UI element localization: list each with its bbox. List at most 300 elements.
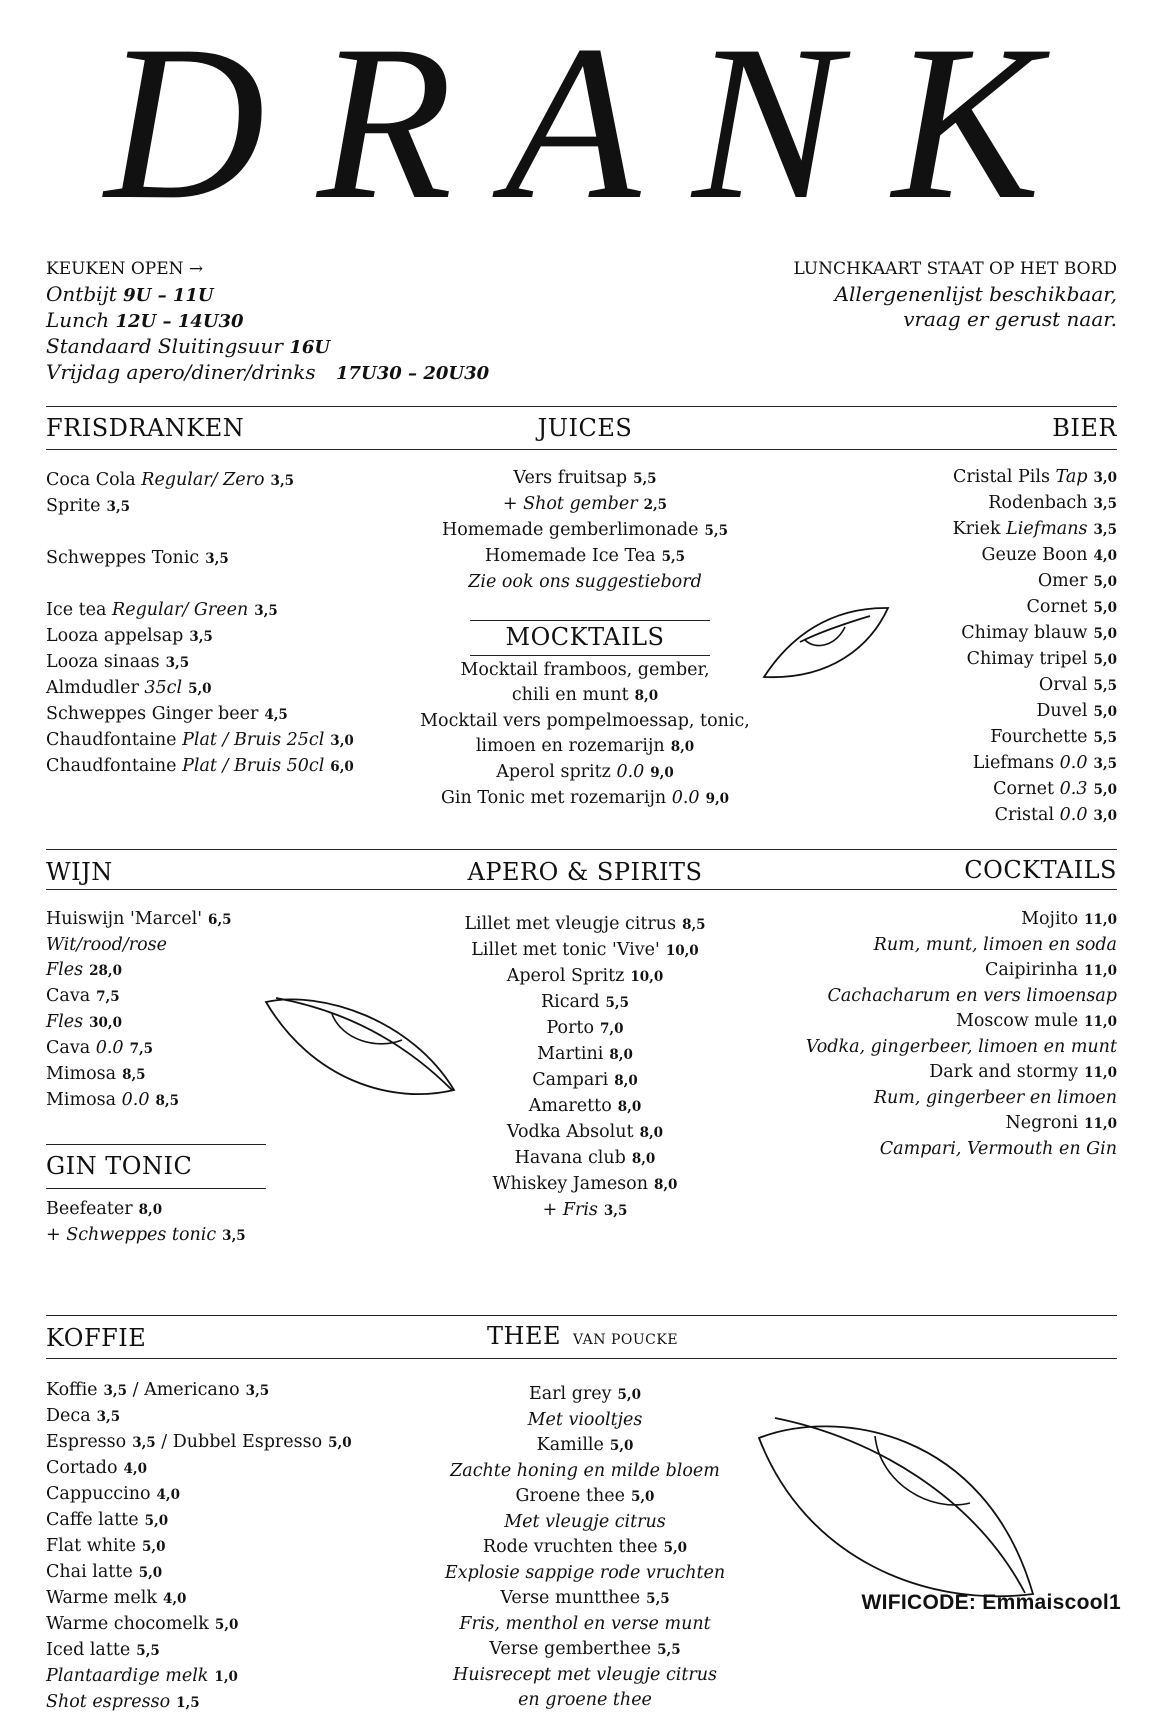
menu-item: [385, 658, 785, 683]
item-price: 4,0: [123, 1461, 147, 1477]
item-note: + Schweppes tonic: [46, 1225, 217, 1245]
menu-item: [385, 1459, 785, 1484]
menu-item: [46, 754, 354, 780]
item-price: 3,5: [96, 1409, 121, 1425]
item-note: Wit/rood/rose: [46, 935, 167, 955]
item-price: 7,0: [600, 1021, 624, 1037]
menu-item: [385, 1484, 785, 1510]
item-price: 11,0: [1084, 1116, 1117, 1132]
menu-item: [385, 1120, 785, 1146]
item-price: 4,0: [1093, 548, 1117, 564]
hours-line: Ontbijt 9U – 11U: [46, 282, 214, 306]
item-price: 8,0: [609, 1047, 633, 1063]
item-note: 35cl: [144, 678, 183, 698]
menu-item: [385, 492, 785, 518]
menu-item: [953, 647, 1117, 673]
item-name: Cornet: [993, 779, 1055, 799]
item-note: Fles: [46, 960, 84, 980]
item-price: 8,0: [138, 1202, 163, 1218]
item-name: / Dubbel Espresso: [161, 1432, 323, 1452]
item-note: Tap: [1055, 467, 1088, 487]
item-name: Kamille: [536, 1435, 604, 1455]
item-price: 5,5: [1093, 730, 1117, 746]
menu-item: [385, 1433, 785, 1459]
menu-item: [806, 933, 1117, 958]
list-frisdranken: [46, 468, 354, 780]
item-name: Warme chocomelk: [46, 1614, 209, 1634]
menu-item: [46, 728, 354, 754]
item-name: Cappuccino: [46, 1484, 151, 1504]
divider: [46, 449, 1117, 450]
item-price: 5,5: [704, 523, 729, 539]
item-price: 3,5: [103, 1383, 128, 1399]
menu-item: [806, 1111, 1117, 1137]
item-name: Ricard: [540, 992, 600, 1012]
item-note: Explosie sappige rode vruchten: [444, 1563, 726, 1583]
item-price: 5,0: [1093, 704, 1117, 720]
menu-item: [385, 1637, 785, 1663]
notice-line: vraag er gerust naar.: [903, 307, 1117, 331]
item-name: Mojito: [1021, 909, 1079, 929]
menu-item: [385, 1586, 785, 1612]
item-note: Regular/ Green: [112, 600, 249, 620]
menu-item: [953, 673, 1117, 699]
divider: [46, 1144, 266, 1145]
item-price: 11,0: [1084, 912, 1117, 928]
item-price: 5,0: [609, 1438, 634, 1454]
item-name: Cristal Pils: [953, 467, 1050, 487]
menu-item: [46, 1586, 352, 1612]
item-price: 3,5: [165, 655, 190, 671]
menu-item: [953, 621, 1117, 647]
heading-gin-tonic: GIN TONIC: [46, 1152, 193, 1180]
item-price: 11,0: [1084, 1065, 1117, 1081]
item-name: Almdudler: [46, 678, 139, 698]
menu-item: [806, 958, 1117, 984]
item-note: Met vleugje citrus: [504, 1512, 666, 1532]
menu-item: [385, 938, 785, 964]
notice-line: Allergenenlijst beschikbaar,: [834, 282, 1117, 306]
item-price: 5,5: [136, 1643, 160, 1659]
item-note: Plat / Bruis 50cl: [182, 756, 325, 776]
menu-item: [46, 1223, 246, 1249]
list-bier: [953, 465, 1117, 829]
item-price: 30,0: [89, 1015, 122, 1031]
item-name: Mimosa: [46, 1064, 117, 1084]
item-name: Coca Cola: [46, 470, 136, 490]
item-price: 9,0: [705, 791, 730, 807]
menu-item: [46, 984, 232, 1010]
item-note: Huisrecept met vleugje citrus: [452, 1665, 718, 1685]
item-note: + Shot gember: [502, 494, 638, 514]
item-price: 11,0: [1084, 963, 1117, 979]
menu-item: [46, 1062, 232, 1088]
item-price: 5,0: [630, 1489, 655, 1505]
menu-item: [806, 1086, 1117, 1111]
menu-item: [46, 494, 354, 520]
item-name: Duvel: [1036, 701, 1088, 721]
item-name: Caipirinha: [984, 960, 1079, 980]
hours-line: Standaard Sluitingsuur 16U: [46, 334, 331, 358]
item-name: Campari: [532, 1070, 609, 1090]
item-price: 5,0: [1093, 600, 1117, 616]
menu-item: [953, 517, 1117, 543]
item-name: Deca: [46, 1406, 91, 1426]
item-price: 8,0: [631, 1151, 656, 1167]
notice-heading: LUNCHKAART STAAT OP HET BORD: [793, 259, 1117, 279]
item-price: 4,0: [162, 1591, 187, 1607]
spacer: [46, 572, 354, 598]
item-price: 8,0: [634, 688, 659, 704]
heading-thee: THEE VAN POUCKE: [487, 1322, 679, 1350]
menu-item: [46, 702, 354, 728]
menu-item: [46, 907, 232, 933]
item-name: Geuze Boon: [981, 545, 1088, 565]
item-price: 3,5: [222, 1228, 246, 1244]
menu-item: [46, 1430, 352, 1456]
divider: [46, 406, 1117, 407]
item-price: 3,5: [106, 499, 131, 515]
menu-item: [46, 1664, 352, 1690]
item-note: 0.3: [1059, 779, 1088, 799]
heading-cocktails: COCKTAILS: [964, 856, 1117, 884]
menu-item: [806, 1009, 1117, 1035]
menu-item: [46, 958, 232, 984]
item-name: Verse muntthee: [500, 1588, 641, 1608]
menu-item: [46, 1690, 352, 1716]
item-price: 3,5: [132, 1435, 156, 1451]
item-note: Regular/ Zero: [141, 470, 265, 490]
notice: [793, 257, 1117, 332]
list-gin-tonic: [46, 1197, 246, 1249]
item-price: 7,5: [129, 1041, 154, 1057]
kitchen-hours: [46, 257, 489, 386]
menu-item: [953, 465, 1117, 491]
item-name: Omer: [1037, 571, 1088, 591]
item-price: 3,5: [245, 1383, 270, 1399]
menu-item: [385, 760, 785, 786]
item-price: 11,0: [1084, 1014, 1117, 1030]
item-name: Koffie: [46, 1380, 98, 1400]
item-note: Campari, Vermouth en Gin: [879, 1139, 1117, 1159]
menu-item: [385, 683, 785, 709]
menu-item: [953, 569, 1117, 595]
menu-item: [385, 912, 785, 938]
menu-item: [46, 650, 354, 676]
item-price: 5,5: [633, 471, 657, 487]
item-name: Gin Tonic met rozemarijn: [440, 788, 667, 808]
item-price: 2,5: [643, 497, 668, 513]
item-price: 8,5: [122, 1067, 146, 1083]
divider: [46, 1188, 266, 1189]
item-name: Vodka Absolut: [506, 1122, 634, 1142]
item-price: 28,0: [89, 963, 122, 979]
list-mocktails: [385, 658, 785, 812]
item-name: Schweppes Tonic: [46, 548, 200, 568]
item-name: Vers fruitsap: [513, 468, 628, 488]
menu-item: [46, 676, 354, 702]
item-name: Cornet: [1026, 597, 1088, 617]
wifi-code: WIFICODE: Emmaiscool1: [861, 1591, 1121, 1614]
item-name: Flat white: [46, 1536, 137, 1556]
item-name: Dark and stormy: [929, 1062, 1079, 1082]
item-price: 5,5: [1093, 678, 1117, 694]
item-note: Plat / Bruis 25cl: [182, 730, 325, 750]
menu-item: [385, 544, 785, 570]
page-title: DRANK: [104, 0, 1093, 246]
item-name: Chaudfontaine: [46, 756, 177, 776]
item-price: 7,5: [96, 989, 120, 1005]
item-name: Porto: [546, 1018, 595, 1038]
item-price: 3,5: [1093, 522, 1117, 538]
item-name: Chai latte: [46, 1562, 133, 1582]
item-price: 5,0: [617, 1387, 642, 1403]
item-price: 5,0: [144, 1513, 169, 1529]
item-note: Rum, munt, limoen en soda: [873, 935, 1117, 955]
menu-item: [953, 725, 1117, 751]
leaf-eye-icon: [760, 602, 890, 682]
heading-apero: APERO & SPIRITS: [467, 858, 703, 886]
list-wijn: [46, 907, 232, 1114]
hours-line: Lunch 12U – 14U30: [46, 308, 244, 332]
item-price: 3,5: [1093, 496, 1117, 512]
divider: [470, 620, 710, 621]
menu-item: [385, 709, 785, 734]
item-name: Caffe latte: [46, 1510, 139, 1530]
item-name: Mocktail vers pompelmoessap, tonic,: [420, 711, 750, 731]
item-name: Cava: [46, 986, 91, 1006]
menu-item: [46, 1088, 232, 1114]
hours-line: Vrijdag apero/diner/drinks 17U30 – 20U30: [46, 360, 490, 384]
item-name: Chimay tripel: [966, 649, 1088, 669]
menu-item: [953, 491, 1117, 517]
menu-item: [385, 734, 785, 760]
item-note: Vodka, gingerbeer, limoen en munt: [805, 1037, 1117, 1057]
item-price: 10,0: [630, 969, 664, 985]
item-name: Cortado: [46, 1458, 118, 1478]
divider: [46, 1315, 1117, 1316]
item-name: Ice tea: [46, 600, 107, 620]
item-name: Lillet met vleugje citrus: [464, 914, 677, 934]
item-price: 3,0: [330, 733, 354, 749]
item-name: Beefeater: [46, 1199, 133, 1219]
item-price: 3,5: [1093, 756, 1117, 772]
item-name: Mocktail framboos, gember,: [460, 660, 710, 680]
item-name: Looza appelsap: [46, 626, 184, 646]
heading-juices: JUICES: [537, 414, 633, 442]
item-name: Sprite: [46, 496, 101, 516]
menu-item: [385, 1612, 785, 1637]
item-name: Negroni: [1005, 1113, 1079, 1133]
leaf-eye-icon: [262, 990, 462, 1105]
item-price: 5,0: [1093, 574, 1117, 590]
menu-item: [46, 598, 354, 624]
item-price: 10,0: [665, 943, 699, 959]
item-note: Zie ook ons suggestiebord: [468, 572, 702, 592]
item-name: Rode vruchten thee: [482, 1537, 658, 1557]
item-note: Met viooltjes: [527, 1410, 643, 1430]
menu-item: [385, 518, 785, 544]
heading-frisdranken: FRISDRANKEN: [46, 414, 245, 442]
menu-item: [385, 466, 785, 492]
item-price: 5,0: [1093, 782, 1117, 798]
item-name: Huiswijn 'Marcel': [46, 909, 203, 929]
menu-item: [953, 751, 1117, 777]
menu-item: [46, 1036, 232, 1062]
item-name: Homemade gemberlimonade: [441, 520, 699, 540]
menu-item: [953, 595, 1117, 621]
item-name: Orval: [1038, 675, 1088, 695]
item-name: Martini: [537, 1044, 604, 1064]
list-thee: [385, 1382, 785, 1713]
menu-item: [385, 1198, 785, 1224]
menu-item: [385, 1663, 785, 1688]
item-price: 3,5: [189, 629, 213, 645]
item-price: 1,0: [214, 1669, 238, 1685]
item-price: 1,5: [176, 1695, 200, 1711]
item-name: Kriek: [952, 519, 1001, 539]
item-note: Cachacharum en vers limoensap: [827, 986, 1117, 1006]
item-name: Amaretto: [528, 1096, 612, 1116]
list-koffie: [46, 1378, 352, 1716]
menu-item: [385, 1382, 785, 1408]
item-name: Homemade Ice Tea: [484, 546, 656, 566]
item-price: 8,5: [682, 917, 706, 933]
menu-item: [385, 1688, 785, 1713]
menu-item: [385, 1146, 785, 1172]
menu-item: [385, 1561, 785, 1586]
item-price: 8,0: [639, 1125, 664, 1141]
menu-item: [953, 543, 1117, 569]
menu-item: [806, 984, 1117, 1009]
menu-item: [46, 624, 354, 650]
item-price: 5,5: [646, 1591, 670, 1607]
menu-item: [46, 933, 232, 958]
item-price: 4,5: [264, 707, 288, 723]
item-name: Cristal: [994, 805, 1055, 825]
item-name: Earl grey: [528, 1384, 612, 1404]
menu-item: [46, 1560, 352, 1586]
item-name: Groene thee: [515, 1486, 625, 1506]
item-price: 5,0: [1093, 626, 1117, 642]
menu-item: [385, 964, 785, 990]
menu-item: [46, 1638, 352, 1664]
divider: [46, 1358, 1117, 1359]
item-note: 0.0: [1059, 753, 1088, 773]
item-name: Warme melk: [46, 1588, 157, 1608]
menu-item: [806, 1035, 1117, 1060]
item-note: 0.0: [1059, 805, 1088, 825]
heading-bier: BIER: [1052, 414, 1117, 442]
item-name: Schweppes Ginger beer: [46, 704, 259, 724]
item-name: Cava: [46, 1038, 91, 1058]
item-name: chili en munt: [511, 685, 629, 705]
item-name: Liefmans: [972, 753, 1055, 773]
item-name: Havana club: [514, 1148, 626, 1168]
item-price: 5,0: [1093, 652, 1117, 668]
item-name: Mimosa: [46, 1090, 117, 1110]
item-name: Verse gemberthee: [489, 1639, 652, 1659]
item-note: + Fris: [542, 1200, 598, 1220]
item-name: Aperol spritz: [496, 762, 611, 782]
item-note: 0.0: [671, 788, 700, 808]
item-price: 5,0: [663, 1540, 688, 1556]
menu-item: [953, 803, 1117, 829]
leaf-eye-icon: [755, 1408, 1035, 1598]
item-name: / Americano: [132, 1380, 240, 1400]
heading-mocktails: MOCKTAILS: [505, 623, 665, 651]
spacer: [46, 520, 354, 546]
menu-item: [806, 1137, 1117, 1162]
list-cocktails: [806, 907, 1117, 1162]
thee-subheading: VAN POUCKE: [572, 1332, 679, 1348]
menu-item: [46, 1612, 352, 1638]
divider: [46, 889, 1117, 890]
item-name: limoen en rozemarijn: [475, 736, 665, 756]
item-price: 5,5: [657, 1642, 681, 1658]
item-price: 8,5: [155, 1093, 179, 1109]
menu-item: [46, 1508, 352, 1534]
menu-item: [46, 1534, 352, 1560]
item-price: 5,5: [661, 549, 686, 565]
item-price: 5,0: [328, 1435, 352, 1451]
menu-item: [46, 468, 354, 494]
item-note: en groene thee: [518, 1690, 652, 1710]
item-price: 5,0: [188, 681, 212, 697]
item-name: Aperol Spritz: [506, 966, 625, 986]
divider: [46, 849, 1117, 850]
list-juices: [385, 466, 785, 595]
menu-item: [46, 1010, 232, 1036]
item-name: Lillet met tonic 'Vive': [471, 940, 660, 960]
item-note: Zachte honing en milde bloem: [450, 1461, 720, 1481]
item-price: 3,0: [1093, 470, 1117, 486]
item-price: 6,0: [330, 759, 354, 775]
menu-item: [385, 1172, 785, 1198]
item-name: Iced latte: [46, 1640, 131, 1660]
item-name: Chaudfontaine: [46, 730, 177, 750]
item-note: 0.0: [95, 1038, 124, 1058]
menu-item: [806, 907, 1117, 933]
menu-item: [46, 1378, 352, 1404]
item-price: 3,5: [205, 551, 229, 567]
menu-item: [953, 699, 1117, 725]
item-price: 4,0: [156, 1487, 181, 1503]
heading-wijn: WIJN: [46, 858, 113, 886]
menu-item: [46, 1197, 246, 1223]
item-price: 3,5: [270, 473, 295, 489]
item-note: Shot espresso: [46, 1692, 171, 1712]
item-price: 5,0: [142, 1539, 166, 1555]
item-name: Moscow mule: [955, 1011, 1079, 1031]
menu-item: [385, 570, 785, 595]
item-name: Looza sinaas: [46, 652, 160, 672]
menu-item: [385, 1408, 785, 1433]
item-price: 3,0: [1093, 808, 1117, 824]
menu-item: [385, 1535, 785, 1561]
item-name: Chimay blauw: [961, 623, 1088, 643]
item-note: Fles: [46, 1012, 84, 1032]
menu-item: [806, 1060, 1117, 1086]
divider: [470, 655, 710, 656]
item-price: 8,0: [614, 1073, 638, 1089]
item-price: 5,0: [138, 1565, 163, 1581]
heading-koffie: KOFFIE: [46, 1324, 147, 1352]
item-note: 0.0: [121, 1090, 150, 1110]
item-note: Plantaardige melk: [46, 1666, 209, 1686]
item-name: Espresso: [46, 1432, 127, 1452]
item-price: 8,0: [617, 1099, 642, 1115]
